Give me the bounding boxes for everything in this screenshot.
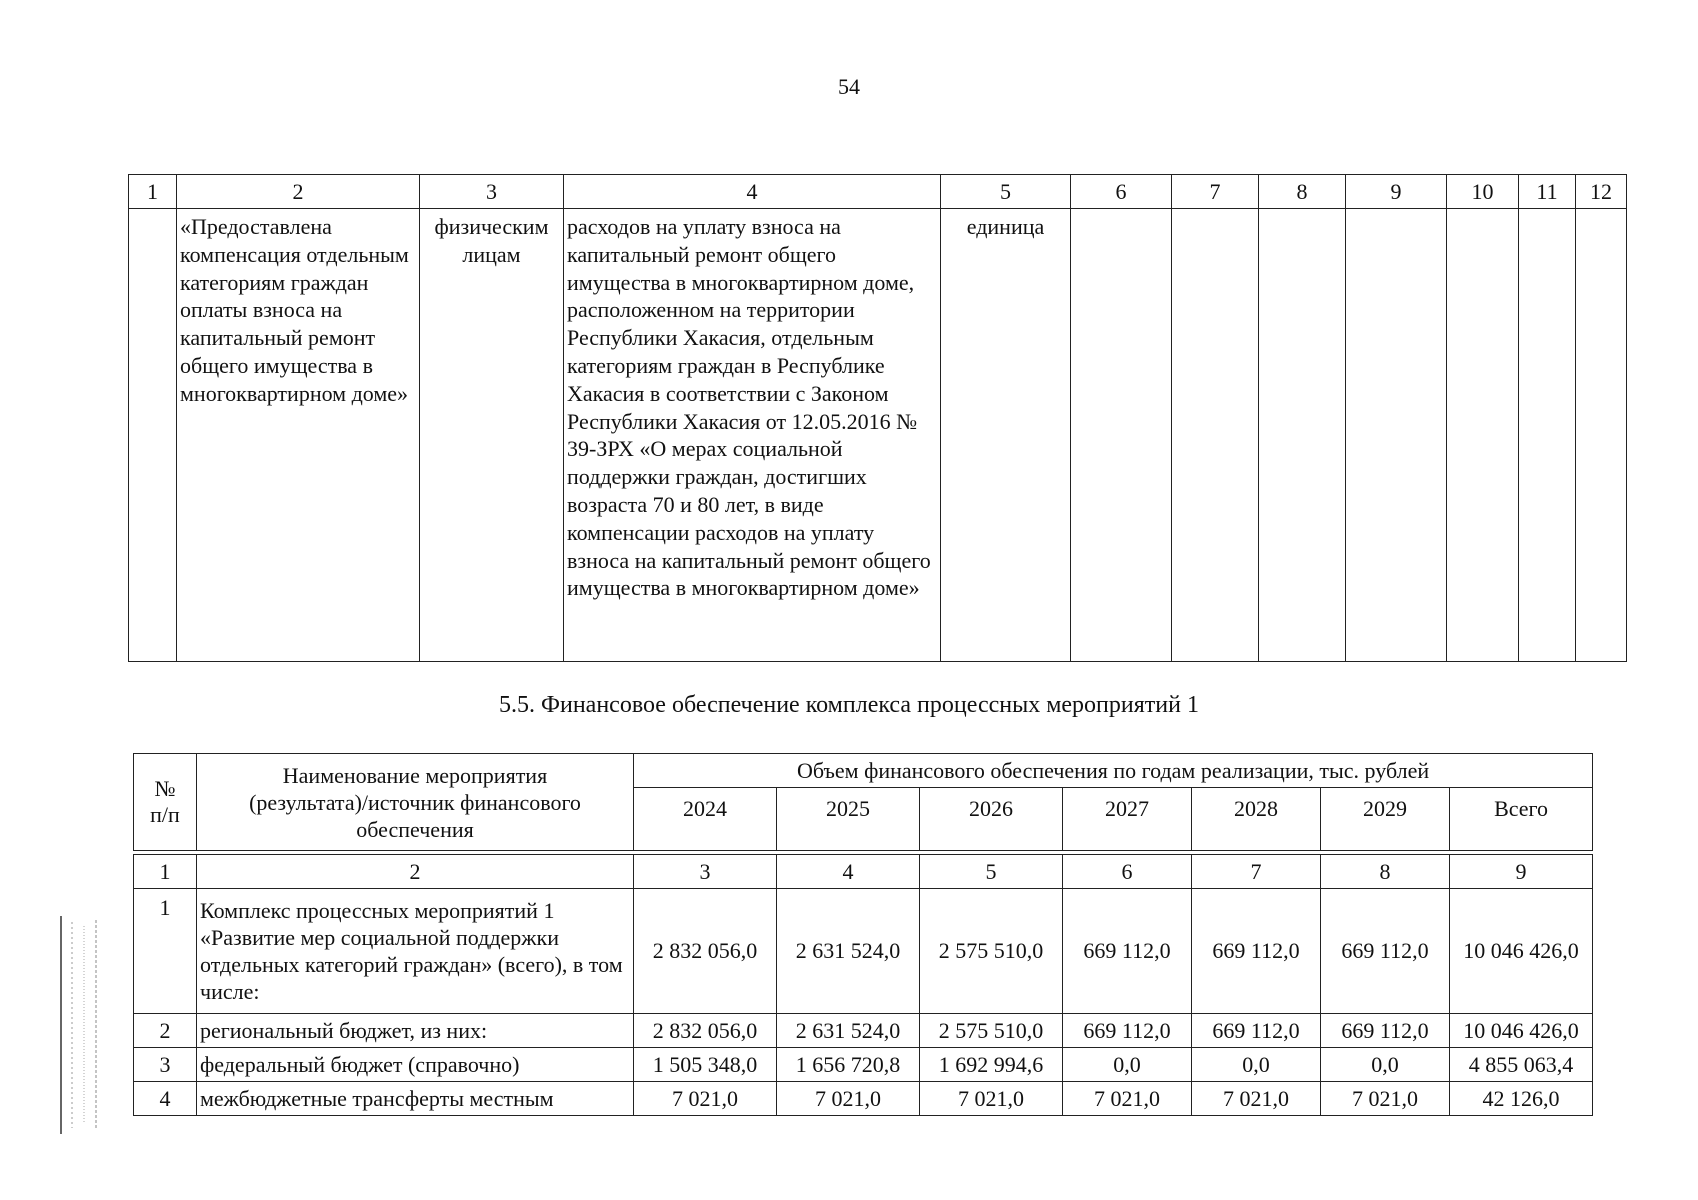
header-volume: Объем финансового обеспечения по годам реализации, тыс. рублей <box>634 754 1593 788</box>
header-total: Всего <box>1450 788 1593 851</box>
row-value: 1 505 348,0 <box>634 1048 777 1082</box>
row-name: региональный бюджет, из них: <box>197 1014 634 1048</box>
row-value: 2 631 524,0 <box>777 1014 920 1048</box>
row-value: 2 575 510,0 <box>920 889 1063 1014</box>
financing-header-row <box>134 754 1593 788</box>
column-number: 6 <box>1063 855 1192 889</box>
cell-empty <box>1259 209 1346 662</box>
registration-stamp <box>60 916 104 1134</box>
row-number: 1 <box>134 889 197 1014</box>
unit-text: единица <box>966 214 1045 239</box>
column-numbers-row <box>134 855 1593 889</box>
cell-recipients <box>420 209 564 662</box>
table-row <box>134 1048 1593 1082</box>
column-number: 5 <box>941 175 1071 209</box>
cell-empty <box>1576 209 1627 662</box>
cell-empty <box>1172 209 1259 662</box>
cell-empty <box>1071 209 1172 662</box>
column-number: 2 <box>197 855 634 889</box>
row-name: Комплекс процессных мероприятий 1 «Развитие мер социальной поддержки отдельных категорий граждан» (всего), в том числе: <box>197 889 634 1014</box>
financing-table <box>133 753 1593 1116</box>
row-value: 7 021,0 <box>920 1082 1063 1116</box>
column-number: 4 <box>564 175 941 209</box>
row-number: 4 <box>134 1082 197 1116</box>
cell-empty <box>1346 209 1447 662</box>
row-value: 669 112,0 <box>1321 1014 1450 1048</box>
row-value: 7 021,0 <box>1063 1082 1192 1116</box>
column-number: 12 <box>1576 175 1627 209</box>
column-number: 3 <box>634 855 777 889</box>
row-value: 669 112,0 <box>1321 889 1450 1014</box>
column-number: 8 <box>1259 175 1346 209</box>
row-value: 0,0 <box>1192 1048 1321 1082</box>
row-value: 669 112,0 <box>1063 889 1192 1014</box>
row-value: 669 112,0 <box>1063 1014 1192 1048</box>
row-value: 2 575 510,0 <box>920 1014 1063 1048</box>
header-year: 2029 <box>1321 788 1450 851</box>
column-number: 11 <box>1519 175 1576 209</box>
header-year: 2024 <box>634 788 777 851</box>
table-row <box>134 1082 1593 1116</box>
cell-result-name <box>177 209 420 662</box>
page-number: 54 <box>838 74 860 99</box>
row-value: 7 021,0 <box>777 1082 920 1116</box>
column-number: 6 <box>1071 175 1172 209</box>
indicator-table-header-row <box>129 175 1627 209</box>
row-value: 2 631 524,0 <box>777 889 920 1014</box>
row-value: 2 832 056,0 <box>634 889 777 1014</box>
column-number: 8 <box>1321 855 1450 889</box>
indicator-table <box>128 174 1627 662</box>
row-value: 7 021,0 <box>1321 1082 1450 1116</box>
table-row <box>134 889 1593 1014</box>
cell-empty <box>1447 209 1519 662</box>
column-number: 1 <box>129 175 177 209</box>
column-number: 10 <box>1447 175 1519 209</box>
row-total: 10 046 426,0 <box>1450 889 1593 1014</box>
row-value: 2 832 056,0 <box>634 1014 777 1048</box>
recipients-text: физическим лицам <box>434 214 549 267</box>
row-value: 0,0 <box>1063 1048 1192 1082</box>
header-name: Наименование мероприятия (результата)/источник финансового обеспечения <box>197 754 634 851</box>
cell-unit <box>941 209 1071 662</box>
row-value: 1 656 720,8 <box>777 1048 920 1082</box>
row-number: 3 <box>134 1048 197 1082</box>
header-year: 2026 <box>920 788 1063 851</box>
row-value: 0,0 <box>1321 1048 1450 1082</box>
row-value: 669 112,0 <box>1192 889 1321 1014</box>
column-number: 4 <box>777 855 920 889</box>
row-total: 42 126,0 <box>1450 1082 1593 1116</box>
section-title: 5.5. Финансовое обеспечение комплекса процессных мероприятий 1 <box>499 692 1199 718</box>
row-total: 10 046 426,0 <box>1450 1014 1593 1048</box>
header-year: 2028 <box>1192 788 1321 851</box>
stamp-mark <box>62 916 104 1134</box>
cell-empty <box>1519 209 1576 662</box>
column-number: 1 <box>134 855 197 889</box>
cell-description <box>564 209 941 662</box>
row-value: 7 021,0 <box>1192 1082 1321 1116</box>
cell-empty <box>129 209 177 662</box>
column-number: 5 <box>920 855 1063 889</box>
header-year: 2025 <box>777 788 920 851</box>
column-number: 2 <box>177 175 420 209</box>
row-name: межбюджетные трансферты местным <box>197 1082 634 1116</box>
row-total: 4 855 063,4 <box>1450 1048 1593 1082</box>
header-year: 2027 <box>1063 788 1192 851</box>
header-number: № п/п <box>134 754 197 851</box>
indicator-table-row <box>129 209 1627 662</box>
column-number: 7 <box>1192 855 1321 889</box>
description-text: расходов на уплату взноса на капитальный ремонт общего имущества в многоквартирном доме, расположенном на территории Республики Хакасия, отдельным категориям граждан в Республике Хакасия в соответствии с Законом Республики Хакасия от 12.05.2016 № 39-ЗРХ «О мерах социальной поддержки граждан, достигших возраста 70 и 80 лет, в виде компенсации расходов на уплату взноса на капитальный ремонт общего имущества в многоквартирном доме» <box>567 214 931 601</box>
row-number: 2 <box>134 1014 197 1048</box>
row-value: 1 692 994,6 <box>920 1048 1063 1082</box>
row-value: 7 021,0 <box>634 1082 777 1116</box>
row-name: федеральный бюджет (справочно) <box>197 1048 634 1082</box>
result-name-text: «Предоставлена компенсация отдельным категориям граждан оплаты взноса на капитальный ремонт общего имущества в многоквартирном доме» <box>180 214 409 406</box>
column-number: 9 <box>1450 855 1593 889</box>
row-value: 669 112,0 <box>1192 1014 1321 1048</box>
column-number: 7 <box>1172 175 1259 209</box>
table-row <box>134 1014 1593 1048</box>
column-number: 3 <box>420 175 564 209</box>
column-number: 9 <box>1346 175 1447 209</box>
